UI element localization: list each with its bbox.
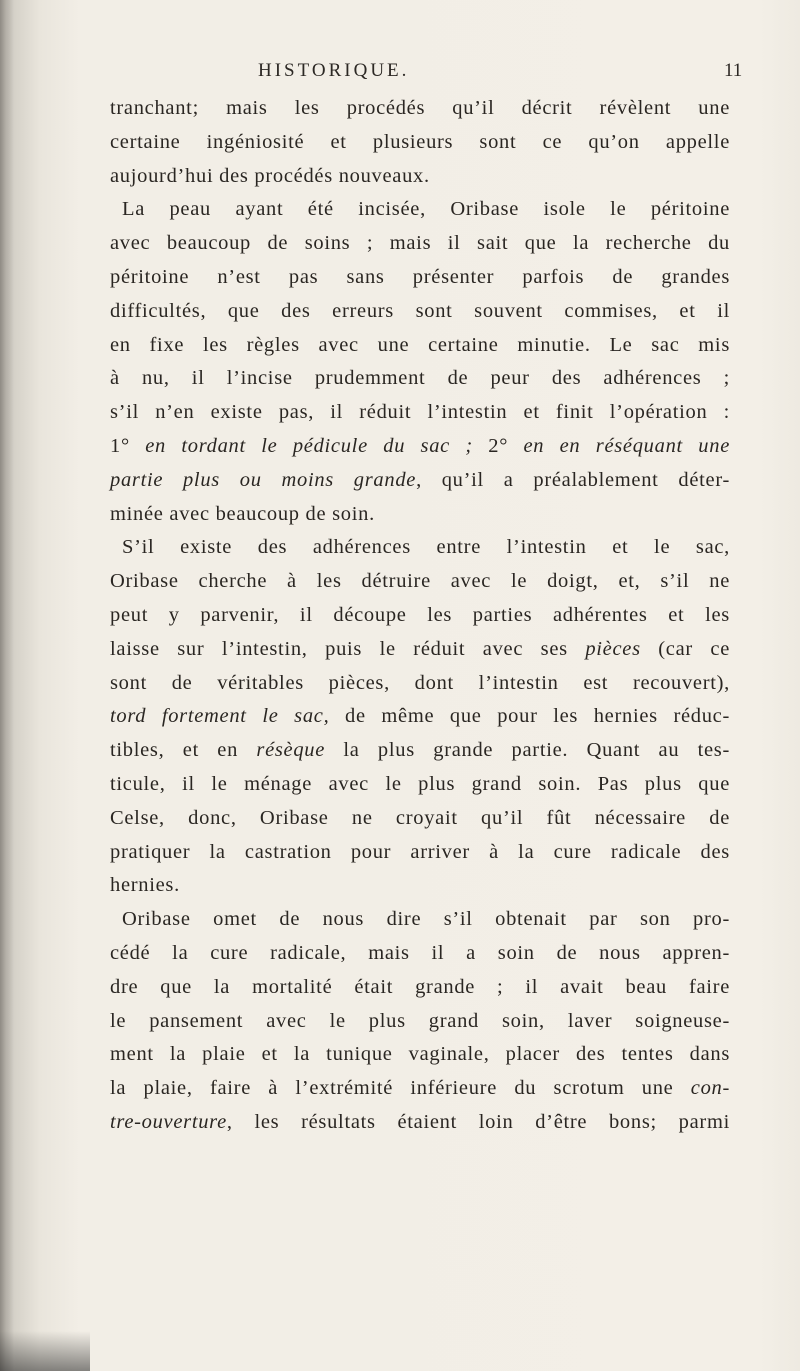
text-line bbox=[110, 971, 730, 1005]
binding-shadow bbox=[0, 0, 14, 1371]
text-segment: sont de véritables pièces, dont l’intestin est recouvert), bbox=[110, 671, 730, 694]
text-line bbox=[110, 1038, 730, 1072]
text-segment: Oribase omet de nous dire s’il obtenait par son pro- bbox=[122, 908, 730, 931]
body-text bbox=[110, 92, 730, 1140]
text-line bbox=[110, 937, 730, 971]
text-segment: S’il existe des adhérences entre l’intestin et le sac, bbox=[122, 536, 730, 559]
running-title: HISTORIQUE. bbox=[258, 60, 410, 81]
page-number: 11 bbox=[724, 60, 743, 81]
text-segment: laisse sur l’intestin, puis le réduit avec ses bbox=[110, 637, 586, 660]
text-segment: la plus grande partie. Quant au tes- bbox=[325, 739, 731, 762]
text-segment: peut y parvenir, il découpe les parties adhérentes et les bbox=[110, 603, 730, 626]
text-line bbox=[110, 160, 730, 194]
text-line bbox=[110, 227, 730, 261]
text-segment: 2° bbox=[472, 434, 524, 457]
text-segment: le pansement avec le plus grand soin, laver soigneuse- bbox=[110, 1009, 730, 1032]
text-line bbox=[110, 126, 730, 160]
italic-text: en en réséquant une bbox=[523, 434, 730, 457]
text-line bbox=[110, 430, 730, 464]
page-header bbox=[0, 58, 800, 88]
text-line bbox=[110, 295, 730, 329]
italic-text: partie plus ou moins grande bbox=[110, 468, 417, 491]
text-segment: minée avec beaucoup de soin. bbox=[110, 502, 375, 525]
text-line bbox=[110, 1005, 730, 1039]
text-segment: (car ce bbox=[640, 637, 731, 660]
text-segment: la plaie, faire à l’extrémité inférieure du scrotum une bbox=[110, 1077, 691, 1100]
text-line bbox=[110, 531, 730, 565]
text-segment: ticule, il le ménage avec le plus grand soin. Pas plus que bbox=[110, 772, 730, 795]
text-segment: tibles, et en bbox=[110, 739, 257, 762]
text-line bbox=[110, 802, 730, 836]
italic-text: tord fortement le sac, bbox=[110, 705, 330, 728]
text-segment: dre que la mortalité était grande ; il avait beau faire bbox=[110, 975, 730, 998]
text-line bbox=[110, 1072, 730, 1106]
text-line bbox=[110, 700, 730, 734]
corner-shadow bbox=[0, 1331, 90, 1371]
text-line bbox=[110, 261, 730, 295]
text-segment: Celse, donc, Oribase ne croyait qu’il fût nécessaire de bbox=[110, 806, 730, 829]
text-segment: avec beaucoup de soins ; mais il sait que la recherche du bbox=[110, 232, 730, 255]
text-segment: , les résultats étaient loin d’être bons; parmi bbox=[226, 1110, 730, 1133]
text-segment: La peau ayant été incisée, Oribase isole le péritoine bbox=[122, 198, 730, 221]
italic-text: tre-ouverture bbox=[110, 1110, 227, 1133]
text-line bbox=[110, 667, 730, 701]
text-line bbox=[110, 362, 730, 396]
text-line bbox=[110, 768, 730, 802]
text-segment: s’il n’en existe pas, il réduit l’intestin et finit l’opération : bbox=[110, 401, 730, 424]
text-segment: tranchant; mais les procédés qu’il décrit révèlent une bbox=[110, 97, 730, 119]
text-line bbox=[110, 329, 730, 363]
text-segment: pratiquer la castration pour arriver à la cure radicale des bbox=[110, 840, 730, 863]
text-segment: hernies. bbox=[110, 874, 180, 897]
text-line bbox=[110, 734, 730, 768]
text-line bbox=[110, 565, 730, 599]
text-segment: cédé la cure radicale, mais il a soin de nous appren- bbox=[110, 941, 730, 964]
text-line bbox=[110, 633, 730, 667]
text-line bbox=[110, 599, 730, 633]
text-segment: , qu’il a préalablement déter- bbox=[416, 468, 730, 491]
text-line bbox=[110, 396, 730, 430]
text-line bbox=[110, 498, 730, 532]
text-segment: aujourd’hui des procédés nouveaux. bbox=[110, 164, 430, 187]
text-line bbox=[110, 193, 730, 227]
italic-text: résèque bbox=[256, 739, 326, 762]
text-segment: de même que pour les hernies réduc- bbox=[329, 705, 730, 728]
text-line bbox=[110, 903, 730, 937]
text-line bbox=[110, 1106, 730, 1140]
italic-text: con- bbox=[690, 1077, 730, 1100]
text-segment: en fixe les règles avec une certaine minutie. Le sac mis bbox=[110, 333, 730, 356]
text-segment: péritoine n’est pas sans présenter parfois de grandes bbox=[110, 265, 730, 288]
text-segment: difficultés, que des erreurs sont souvent commises, et il bbox=[110, 299, 730, 322]
text-segment: à nu, il l’incise prudemment de peur des adhérences ; bbox=[110, 367, 730, 390]
italic-text: pièces bbox=[585, 637, 641, 660]
text-line bbox=[110, 92, 730, 126]
text-segment: 1° bbox=[110, 434, 146, 457]
text-line bbox=[110, 869, 730, 903]
text-segment: Oribase cherche à les détruire avec le doigt, et, s’il ne bbox=[110, 570, 730, 593]
text-line bbox=[110, 836, 730, 870]
text-line bbox=[110, 464, 730, 498]
italic-text: en tordant le pédicule du sac ; bbox=[145, 434, 473, 457]
text-segment: certaine ingéniosité et plusieurs sont ce qu’on appelle bbox=[110, 130, 730, 153]
text-segment: ment la plaie et la tunique vaginale, placer des tentes dans bbox=[110, 1043, 730, 1066]
